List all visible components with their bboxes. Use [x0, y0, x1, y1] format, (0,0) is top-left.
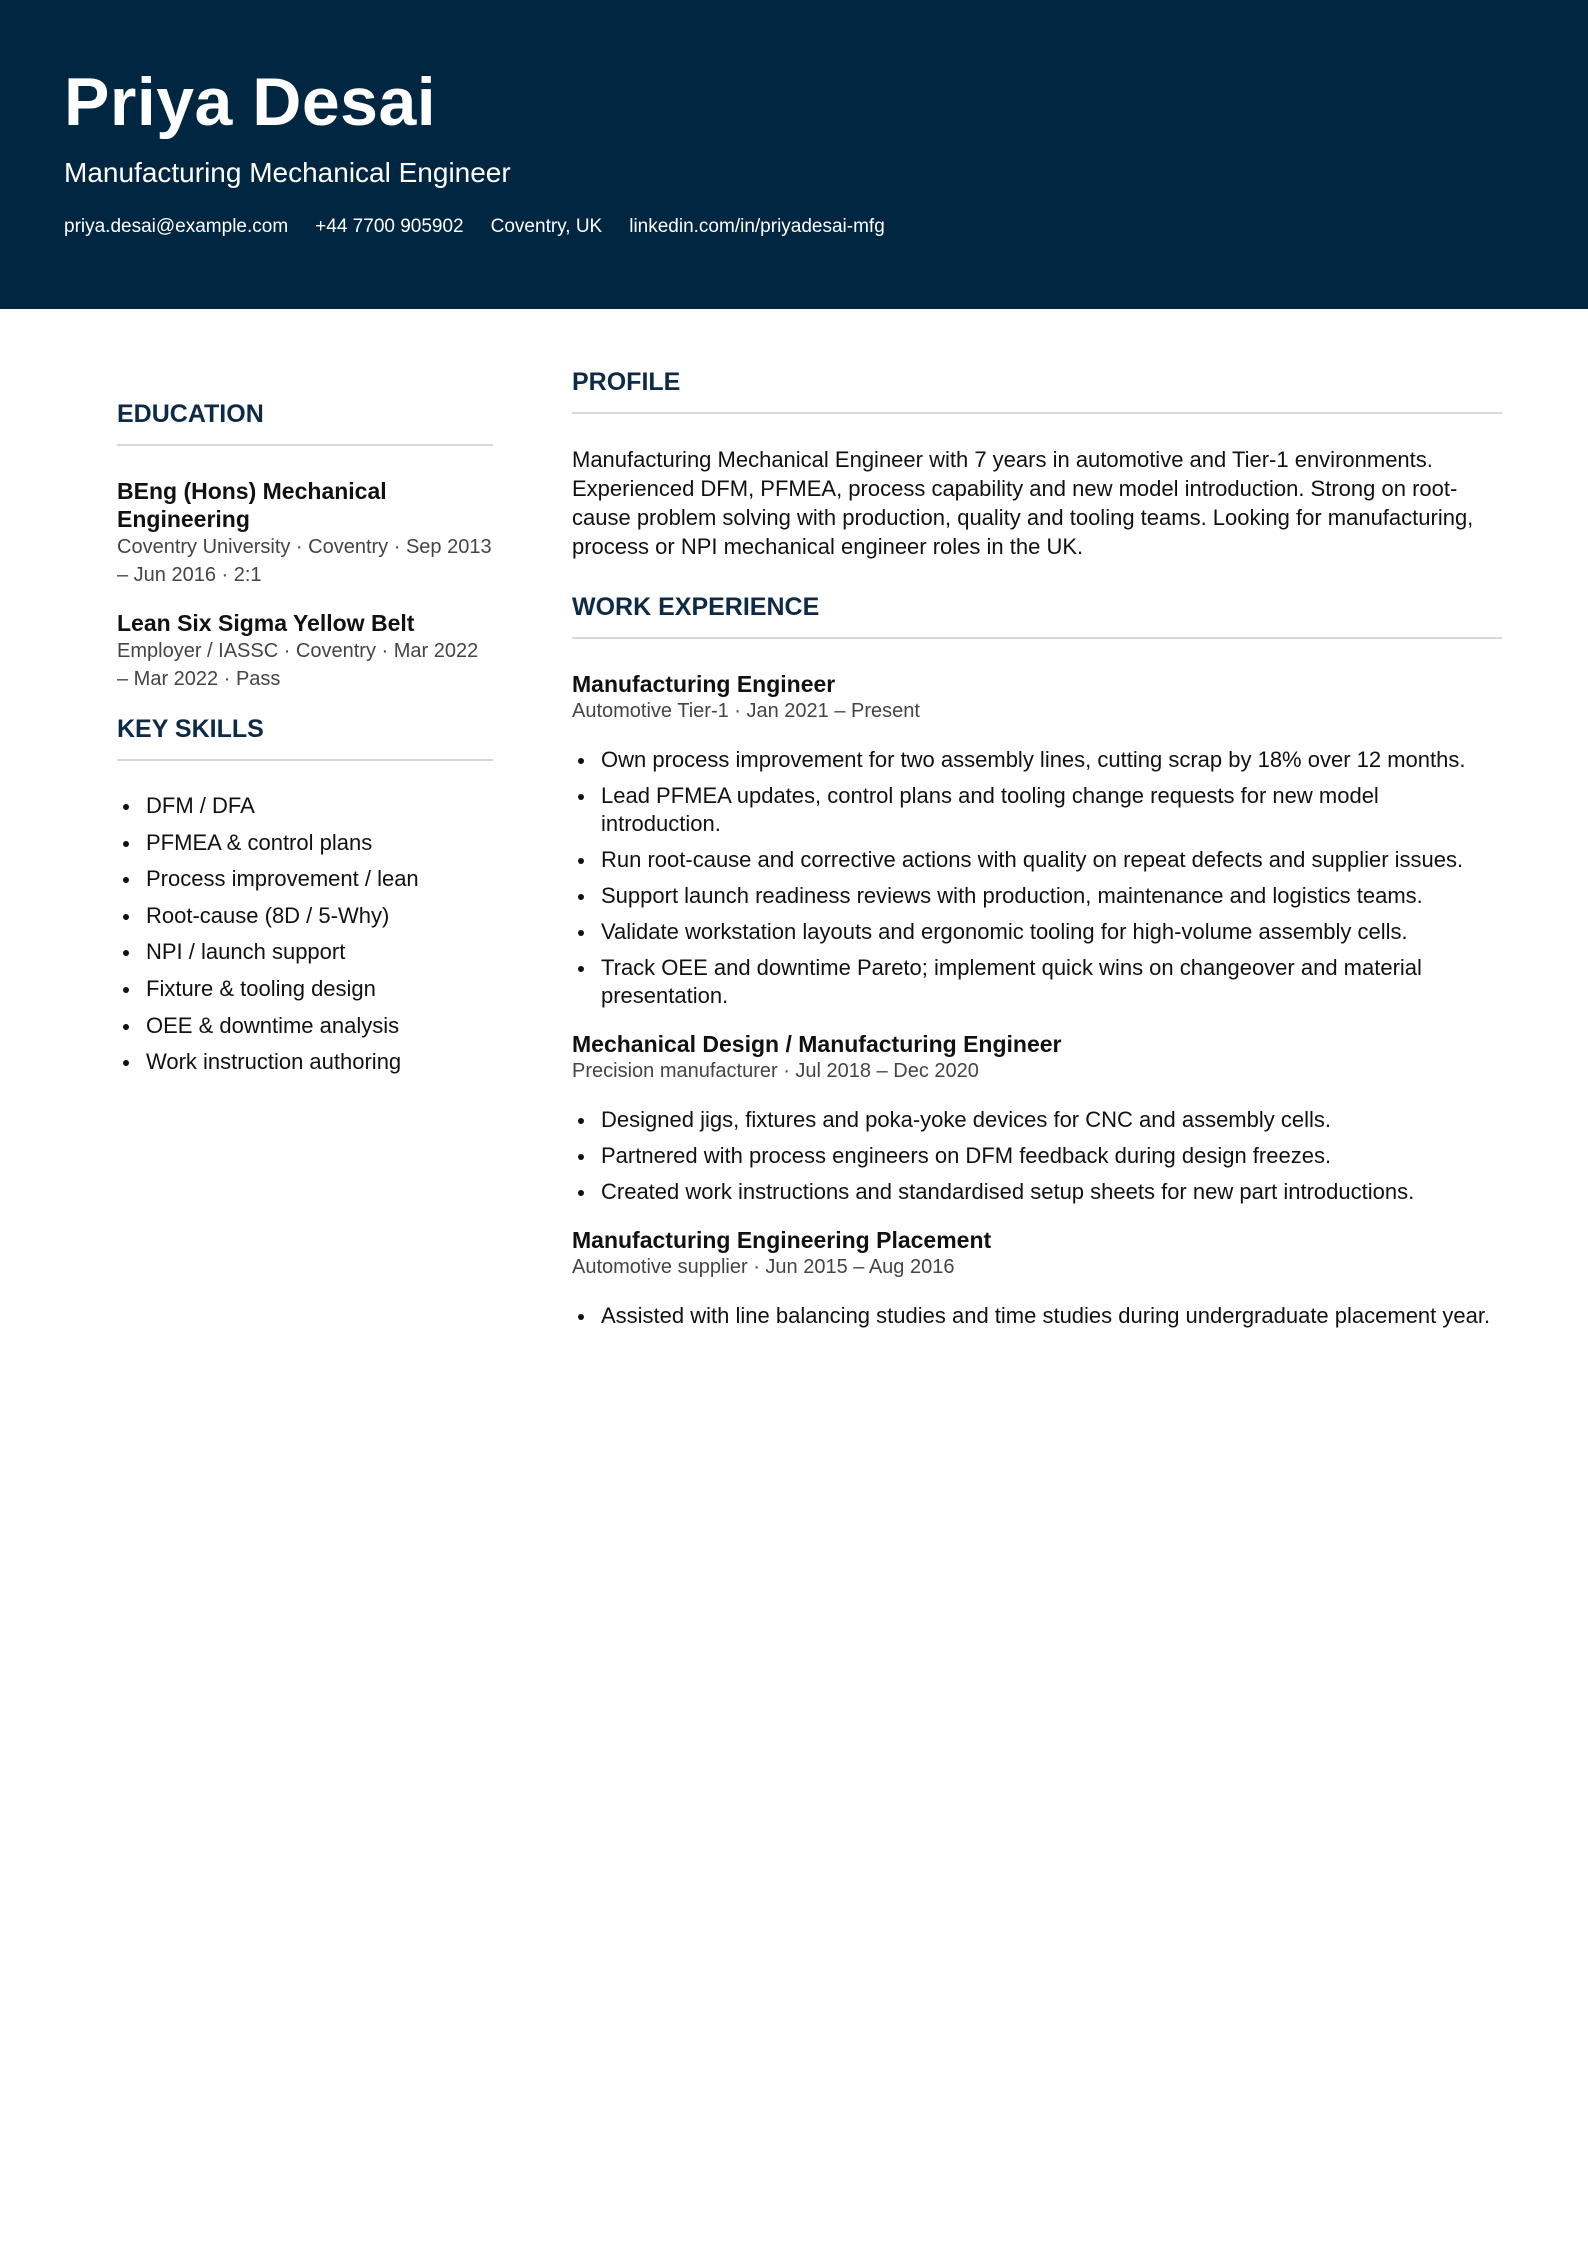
job-bullet: Run root-cause and corrective actions with quality on repeat defects and supplier issues. [572, 846, 1502, 874]
education-heading: EDUCATION [117, 398, 493, 446]
job-title: Manufacturing Engineer [572, 671, 836, 697]
skill-item: Fixture & tooling design [117, 975, 493, 1003]
profile-section [572, 366, 1502, 561]
resume-header [0, 0, 1588, 309]
contact-phone[interactable]: +44 7700 905902 [315, 216, 464, 237]
job-meta: Automotive Tier-1 · Jan 2021 – Present [572, 700, 920, 722]
skill-item: Process improvement / lean [117, 865, 493, 893]
profile-text: Manufacturing Mechanical Engineer with 7 years in automotive and Tier-1 environments. Experienced DFM, PFMEA, process capability and new model introduction. Strong on root-cause problem solving with production, quality and tooling teams. Looking for manufacturing, process or NPI mechanical engineer roles in the UK. [572, 447, 1474, 559]
contact-email[interactable]: priya.desai@example.com [64, 216, 289, 237]
education-item [117, 609, 493, 693]
education-meta: Coventry University · Coventry · Sep 2013 – Jun 2016 · 2:1 [117, 536, 492, 586]
contact-location: Coventry, UK [490, 216, 603, 237]
profile-heading: PROFILE [572, 366, 1502, 414]
skill-item: Root-cause (8D / 5-Why) [117, 902, 493, 930]
skills-list [117, 792, 493, 1076]
skill-item: OEE & downtime analysis [117, 1012, 493, 1040]
education-degree: BEng (Hons) Mechanical Engineering [117, 478, 387, 532]
education-section [117, 398, 493, 693]
job-entry [572, 670, 1502, 1010]
education-item [117, 477, 493, 589]
experience-section [572, 591, 1502, 1330]
job-bullet: Created work instructions and standardised setup sheets for new part introductions. [572, 1178, 1502, 1206]
education-degree: Lean Six Sigma Yellow Belt [117, 610, 415, 636]
job-title: Manufacturing Engineering Placement [572, 1227, 992, 1253]
skills-heading: KEY SKILLS [117, 713, 493, 761]
job-bullet: Lead PFMEA updates, control plans and tooling change requests for new model introduction. [572, 782, 1502, 838]
skill-item: DFM / DFA [117, 792, 493, 820]
job-bullet: Designed jigs, fixtures and poka-yoke devices for CNC and assembly cells. [572, 1106, 1502, 1134]
job-meta: Precision manufacturer · Jul 2018 – Dec 2020 [572, 1060, 979, 1082]
job-title: Mechanical Design / Manufacturing Engineer [572, 1031, 1062, 1057]
job-bullet: Partnered with process engineers on DFM feedback during design freezes. [572, 1142, 1502, 1170]
job-bullet: Track OEE and downtime Pareto; implement quick wins on changeover and material presentation. [572, 954, 1502, 1010]
contact-line [64, 214, 885, 240]
job-entry [572, 1226, 1502, 1330]
job-meta: Automotive supplier · Jun 2015 – Aug 2016 [572, 1256, 955, 1278]
right-column [572, 366, 1502, 1350]
job-bullet: Support launch readiness reviews with production, maintenance and logistics teams. [572, 882, 1502, 910]
job-entry [572, 1030, 1502, 1206]
job-bullet-list [572, 1302, 1502, 1330]
job-bullet-list [572, 1106, 1502, 1206]
contact-linkedin[interactable]: linkedin.com/in/priyadesai-mfg [629, 216, 885, 237]
job-bullet-list [572, 746, 1502, 1010]
candidate-title: Manufacturing Mechanical Engineer [64, 157, 511, 188]
job-bullet: Validate workstation layouts and ergonomic tooling for high-volume assembly cells. [572, 918, 1502, 946]
education-meta: Employer / IASSC · Coventry · Mar 2022 – Mar 2022 · Pass [117, 640, 479, 690]
experience-heading: WORK EXPERIENCE [572, 591, 1502, 639]
skill-item: NPI / launch support [117, 938, 493, 966]
job-bullet: Own process improvement for two assembly lines, cutting scrap by 18% over 12 months. [572, 746, 1502, 774]
skills-section [117, 713, 493, 1076]
job-bullet: Assisted with line balancing studies and time studies during undergraduate placement year. [572, 1302, 1502, 1330]
left-column [117, 398, 493, 1085]
candidate-name: Priya Desai [64, 64, 437, 140]
skill-item: PFMEA & control plans [117, 829, 493, 857]
skill-item: Work instruction authoring [117, 1048, 493, 1076]
